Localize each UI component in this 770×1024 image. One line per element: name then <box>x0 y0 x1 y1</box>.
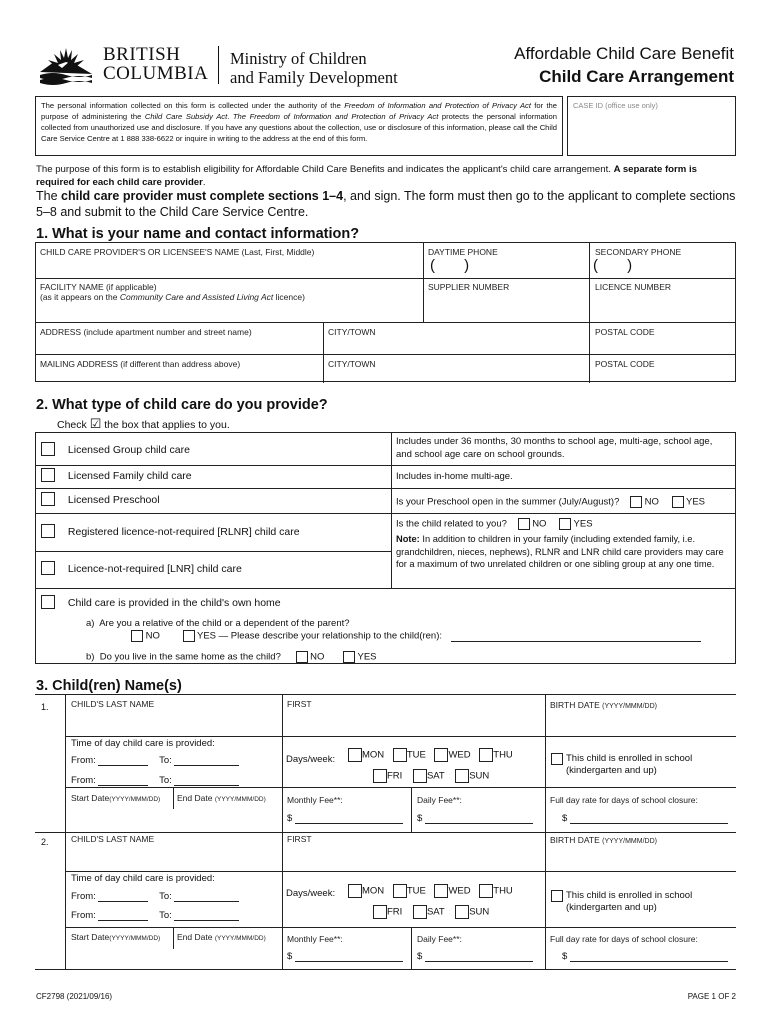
day-label: FRI <box>387 906 403 918</box>
day-sat-checkbox[interactable] <box>413 769 427 783</box>
daily-fee-label: Daily Fee**: <box>417 934 462 944</box>
bc-logo <box>36 44 96 86</box>
day-tue-checkbox[interactable] <box>393 748 407 762</box>
privacy-text: . <box>227 112 233 121</box>
to-label: To: <box>159 755 172 766</box>
days-row-2 <box>373 905 489 919</box>
relationship-input[interactable] <box>451 631 701 642</box>
to-label: To: <box>159 910 172 921</box>
preschool-summer-question <box>396 496 705 508</box>
child-birth-date-label <box>550 835 657 845</box>
privacy-notice <box>35 96 563 156</box>
monthly-fee-field[interactable] <box>283 928 411 969</box>
day-thu-checkbox[interactable] <box>479 748 493 762</box>
form-id: CF2798 (2021/09/16) <box>36 992 113 1001</box>
birth-date-format: (YYYY/MMM/DD) <box>602 703 657 710</box>
enrolled-checkbox[interactable] <box>551 890 563 902</box>
end-date-text: End Date <box>177 793 213 803</box>
child-block-1 <box>35 694 736 833</box>
org-name <box>103 45 208 83</box>
from-label: From: <box>71 755 96 766</box>
from-time-input[interactable] <box>98 775 148 786</box>
secondary-phone-field[interactable] <box>590 243 737 278</box>
address-label: ADDRESS (include apartment number and street name) <box>40 327 252 337</box>
child-last-name-field[interactable] <box>66 696 282 736</box>
secondary-phone-label: SECONDARY PHONE <box>595 247 682 257</box>
day-label: SUN <box>469 770 490 782</box>
day-label: SUN <box>469 906 490 918</box>
day-label: TUE <box>406 885 426 897</box>
day-sun-checkbox[interactable] <box>455 769 469 783</box>
facility-note <box>40 292 305 302</box>
to-label: To: <box>159 891 172 902</box>
to-time-input[interactable] <box>174 755 239 766</box>
mailing-postal-code-label: POSTAL CODE <box>595 359 655 369</box>
from-label: From: <box>71 775 96 786</box>
relative-question: a) Are you a relative of the child or a dependent of the parent? <box>86 618 350 629</box>
day-label: MON <box>362 885 385 897</box>
day-label: WED <box>448 749 471 761</box>
case-id-field[interactable] <box>567 96 736 156</box>
start-date-label <box>71 793 160 803</box>
rlnr-option[interactable] <box>41 524 300 541</box>
from-time-input[interactable] <box>98 755 148 766</box>
dollar-sign: $ <box>287 813 293 824</box>
end-date-field[interactable] <box>174 788 282 809</box>
full-day-rate-input[interactable] <box>570 813 728 824</box>
supplier-number-label: SUPPLIER NUMBER <box>428 282 510 292</box>
provider-name-field[interactable] <box>36 243 423 278</box>
full-day-rate-field[interactable] <box>546 928 736 969</box>
days-week-label: Days/week: <box>286 888 336 899</box>
day-sat-checkbox[interactable] <box>413 905 427 919</box>
relative-answers <box>131 630 731 642</box>
child-number: 1. <box>41 702 49 712</box>
daytime-phone-field[interactable] <box>424 243 589 278</box>
no-label: NO <box>310 651 325 663</box>
lnr-label: Licence-not-required [LNR] child care <box>67 563 242 575</box>
check-pre: Check <box>57 419 87 431</box>
ministry-name <box>230 49 398 87</box>
time-of-day-label: Time of day child care is provided: <box>71 873 215 884</box>
own-home-label: Child care is provided in the child's own home <box>67 597 281 609</box>
own-home-checkbox[interactable] <box>41 595 55 609</box>
licensed-group-label: Licensed Group child care <box>67 444 190 456</box>
section2-table <box>35 432 736 664</box>
purpose-text-main: The purpose of this form is to establish eligibility for Affordable Child Care Benefits and indicates the applicant's child care arrangement. <box>36 164 614 175</box>
day-tue-checkbox[interactable] <box>393 884 407 898</box>
licensed-family-option[interactable] <box>41 468 192 485</box>
instruction-pre: The <box>36 189 62 203</box>
end-date-label <box>177 793 266 803</box>
start-date-text: Start Date <box>71 932 110 942</box>
start-date-label <box>71 932 160 942</box>
from-time-input[interactable] <box>98 910 148 921</box>
instruction-bold: child care provider must complete sections 1–4 <box>61 189 344 203</box>
note-label: Note: <box>396 534 420 544</box>
section3-title: 3. Child(ren) Name(s) <box>36 678 182 694</box>
section2-instruction <box>57 416 230 432</box>
related-label: Is the child related to you? <box>396 518 507 530</box>
day-mon-checkbox[interactable] <box>348 884 362 898</box>
day-fri-checkbox[interactable] <box>373 905 387 919</box>
org-line2: COLUMBIA <box>103 63 209 84</box>
to-time-input[interactable] <box>174 891 239 902</box>
own-home-option[interactable] <box>41 595 281 612</box>
licensed-group-option[interactable] <box>41 442 190 459</box>
day-label: TUE <box>406 749 426 761</box>
child-last-name-field[interactable] <box>66 831 282 871</box>
day-fri-checkbox[interactable] <box>373 769 387 783</box>
child-first-name-label: FIRST <box>287 699 312 709</box>
daily-fee-input[interactable] <box>425 813 533 824</box>
days-row-2 <box>373 769 489 783</box>
same-home-question <box>86 651 377 663</box>
time-of-day-label: Time of day child care is provided: <box>71 738 215 749</box>
day-label: SAT <box>426 906 445 918</box>
related-yes-checkbox[interactable] <box>559 518 571 530</box>
instruction-text <box>36 189 736 220</box>
yes-label: YES <box>686 496 706 508</box>
start-date-field[interactable] <box>66 788 173 809</box>
same-home-yes-checkbox[interactable] <box>343 651 355 663</box>
section2-title: 2. What type of child care do you provide? <box>36 397 328 413</box>
page-number: PAGE 1 OF 2 <box>687 992 736 1001</box>
relative-yes-checkbox[interactable] <box>183 630 195 642</box>
ministry-line1: Ministry of Children <box>230 49 367 68</box>
child-birth-date-label <box>550 700 657 710</box>
child-first-name-field[interactable] <box>283 696 545 736</box>
enrolled-option[interactable] <box>551 890 731 914</box>
lnr-option[interactable] <box>41 561 242 578</box>
daily-fee-label: Daily Fee**: <box>417 795 462 805</box>
child-first-name-field[interactable] <box>283 831 545 871</box>
birth-date-text: BIRTH DATE <box>550 835 600 845</box>
time-row-2 <box>71 910 239 921</box>
licensed-preschool-label: Licensed Preschool <box>67 494 160 506</box>
child-birth-date-field[interactable] <box>546 831 736 871</box>
birth-date-text: BIRTH DATE <box>550 700 600 710</box>
licensed-family-checkbox[interactable] <box>41 468 55 482</box>
child-first-name-label: FIRST <box>287 834 312 844</box>
checkbox-checked-icon: ☑ <box>89 416 102 431</box>
enrolled-option[interactable] <box>551 753 731 777</box>
time-row-1 <box>71 755 239 766</box>
licence-number-field[interactable] <box>590 279 737 322</box>
rlnr-checkbox[interactable] <box>41 524 55 538</box>
start-date-text: Start Date <box>71 793 110 803</box>
related-no-checkbox[interactable] <box>518 518 530 530</box>
facility-note-act: Community Care and Assisted Living Act <box>119 292 274 302</box>
day-thu-checkbox[interactable] <box>479 884 493 898</box>
enrolled-label: This child is enrolled in school (kindergarten and up) <box>566 890 693 913</box>
postal-code-field[interactable] <box>590 323 737 354</box>
note-text: In addition to children in your family (including extended family, i.e. grandchildren, nieces, nephews), RLNR and LNR child care providers may care for a maximum of two unrelated children or one sibling group at any one time. <box>396 534 724 569</box>
facility-name-field[interactable] <box>36 279 423 322</box>
section1-table <box>35 242 736 382</box>
enrolled-label: This child is enrolled in school (kindergarten and up) <box>566 753 693 776</box>
full-day-rate-input[interactable] <box>570 951 728 962</box>
provider-name-label: CHILD CARE PROVIDER'S OR LICENSEE'S NAME (Last, First, Middle) <box>40 247 315 257</box>
day-wed-checkbox[interactable] <box>434 748 448 762</box>
facility-note-pre: (as it appears on the <box>40 292 120 302</box>
licensed-family-label: Licensed Family child care <box>67 470 192 482</box>
child-number: 2. <box>41 837 49 847</box>
no-label: NO <box>644 496 659 508</box>
purpose-text-end: . <box>202 176 206 188</box>
start-date-field[interactable] <box>66 928 173 949</box>
dollar-sign: $ <box>287 951 293 962</box>
days-row-1 <box>348 748 513 762</box>
monthly-fee-input[interactable] <box>295 951 403 962</box>
date-format: (YYYY/MMM/DD) <box>214 796 266 803</box>
licensed-family-note: Includes in-home multi-age. <box>396 471 513 482</box>
end-date-field[interactable] <box>174 928 282 949</box>
privacy-text: for the purpose of administering the <box>41 101 558 121</box>
form-subtitle: Child Care Arrangement <box>539 67 734 86</box>
full-day-rate-label: Full day rate for days of school closure: <box>550 795 698 805</box>
city-field[interactable] <box>324 323 589 354</box>
days-row-1 <box>348 884 513 898</box>
day-wed-checkbox[interactable] <box>434 884 448 898</box>
facility-name-label: FACILITY NAME (if applicable) <box>40 282 157 292</box>
privacy-act: Freedom of Information and Protection of Privacy Act <box>344 101 531 110</box>
dollar-sign: $ <box>417 951 423 962</box>
ministry-line2: and Family Development <box>230 68 398 87</box>
privacy-act: The Freedom of Information and Protection of Privacy Act <box>232 112 439 121</box>
child-birth-date-field[interactable] <box>546 696 736 736</box>
address-field[interactable] <box>36 323 323 354</box>
child-last-name-label: CHILD'S LAST NAME <box>71 834 155 844</box>
from-label: From: <box>71 910 96 921</box>
licensed-group-note: Includes under 36 months, 30 months to school age, multi-age, school age, and school age care on school grounds. <box>396 436 713 460</box>
to-time-input[interactable] <box>174 910 239 921</box>
preschool-summer-yes-checkbox[interactable] <box>672 496 684 508</box>
relationship-label: YES — Please describe your relationship to the child(ren): <box>197 630 443 642</box>
relative-no-checkbox[interactable] <box>131 630 143 642</box>
licence-number-label: LICENCE NUMBER <box>595 282 672 292</box>
mailing-postal-code-field[interactable] <box>590 355 737 383</box>
no-label: NO <box>532 518 547 530</box>
from-time-input[interactable] <box>98 891 148 902</box>
dollar-sign: $ <box>562 951 568 962</box>
header-divider <box>218 46 219 84</box>
from-label: From: <box>71 891 96 902</box>
daily-fee-field[interactable] <box>412 788 545 832</box>
preschool-summer-label: Is your Preschool open in the summer (July/August)? <box>396 496 620 508</box>
licensed-preschool-checkbox[interactable] <box>41 492 55 506</box>
supplier-number-field[interactable] <box>424 279 589 322</box>
check-post: the box that applies to you. <box>104 419 230 431</box>
monthly-fee-label: Monthly Fee**: <box>287 795 343 805</box>
section1-title: 1. What is your name and contact information? <box>36 226 360 242</box>
instruction-post: , and sign. The form must then go to the applicant to complete sections 5–8 and submit to the Child Care Service Centre. <box>36 189 736 219</box>
same-home-label: b) Do you live in the same home as the child? <box>86 651 281 663</box>
monthly-fee-input[interactable] <box>295 813 403 824</box>
full-day-rate-field[interactable] <box>546 788 736 832</box>
enrolled-checkbox[interactable] <box>551 753 563 765</box>
days-week-label: Days/week: <box>286 754 336 765</box>
monthly-fee-label: Monthly Fee**: <box>287 934 343 944</box>
date-format: (YYYY/MMM/DD) <box>109 935 161 942</box>
day-label: SAT <box>426 770 445 782</box>
birth-date-format: (YYYY/MMM/DD) <box>602 838 657 845</box>
end-date-label <box>177 932 266 942</box>
mailing-city-field[interactable] <box>324 355 589 383</box>
org-line1: BRITISH <box>103 44 181 65</box>
case-id-label: CASE ID (office use only) <box>573 101 658 110</box>
date-format: (YYYY/MMM/DD) <box>109 796 161 803</box>
day-sun-checkbox[interactable] <box>455 905 469 919</box>
privacy-text: protects the personal information collected from unauthorized use and disclosure. If you have any questions about the collection, use or disclosure of this information, please call the Child Care Service Centre at 1 888 338-6622 or inquire in writing to the address at the end of this form. <box>41 112 557 143</box>
postal-code-label: POSTAL CODE <box>595 327 655 337</box>
phone-parens: ( ) <box>430 257 470 274</box>
privacy-text: The personal information collected on this form is collected under the authority of the <box>41 101 345 110</box>
rlnr-label: Registered licence-not-required [RLNR] child care <box>67 526 300 538</box>
purpose-text-bold: A separate form is required for each child care provider <box>36 164 697 188</box>
daytime-phone-label: DAYTIME PHONE <box>428 247 498 257</box>
day-label: WED <box>448 885 471 897</box>
mailing-address-label: MAILING ADDRESS (if different than address above) <box>40 359 241 369</box>
to-time-input[interactable] <box>174 775 239 786</box>
phone-parens: ( ) <box>593 257 633 274</box>
child-block-2 <box>35 831 736 970</box>
city-label: CITY/TOWN <box>328 327 376 337</box>
related-question <box>396 518 593 530</box>
preschool-summer-no-checkbox[interactable] <box>630 496 642 508</box>
time-row-1 <box>71 891 239 902</box>
day-label: THU <box>493 749 513 761</box>
end-date-text: End Date <box>177 932 213 942</box>
monthly-fee-field[interactable] <box>283 788 411 832</box>
lnr-checkbox[interactable] <box>41 561 55 575</box>
form-title: Affordable Child Care Benefit <box>514 44 734 63</box>
daily-fee-field[interactable] <box>412 928 545 969</box>
facility-note-post: licence) <box>273 292 305 302</box>
privacy-act: Child Care Subsidy Act <box>144 112 228 121</box>
time-row-2 <box>71 775 239 786</box>
child-last-name-label: CHILD'S LAST NAME <box>71 699 155 709</box>
dollar-sign: $ <box>562 813 568 824</box>
no-label: NO <box>145 630 160 642</box>
date-format: (YYYY/MMM/DD) <box>214 935 266 942</box>
day-label: MON <box>362 749 385 761</box>
full-day-rate-label: Full day rate for days of school closure: <box>550 934 698 944</box>
yes-label: YES <box>357 651 377 663</box>
mailing-city-label: CITY/TOWN <box>328 359 376 369</box>
day-label: THU <box>493 885 513 897</box>
mailing-address-field[interactable] <box>36 355 323 383</box>
daily-fee-input[interactable] <box>425 951 533 962</box>
licensed-preschool-option[interactable] <box>41 492 160 509</box>
licensed-group-checkbox[interactable] <box>41 442 55 456</box>
dollar-sign: $ <box>417 813 423 824</box>
yes-label: YES <box>573 518 593 530</box>
to-label: To: <box>159 775 172 786</box>
day-label: FRI <box>387 770 403 782</box>
purpose-text <box>36 164 736 189</box>
day-mon-checkbox[interactable] <box>348 748 362 762</box>
same-home-no-checkbox[interactable] <box>296 651 308 663</box>
rlnr-note <box>396 533 731 571</box>
